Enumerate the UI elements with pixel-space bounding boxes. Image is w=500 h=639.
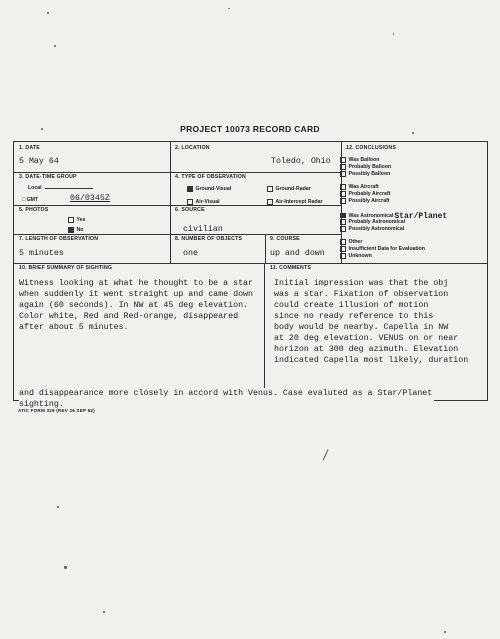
checkbox-unchecked	[340, 226, 346, 232]
form-number: ATIC FORM 329 (REV 26 SEP 52)	[18, 408, 95, 413]
column-divider	[265, 234, 266, 263]
record-card	[13, 141, 488, 409]
scan-speck	[103, 611, 105, 613]
checkbox-unchecked	[68, 217, 74, 223]
brief-summary-label: 10. BRIEF SUMMARY OF SIGHTING	[19, 265, 113, 271]
date-value: 5 May 64	[19, 157, 59, 166]
checkbox-unchecked	[340, 253, 346, 259]
photos-no-label: No	[76, 227, 84, 234]
checkbox-unchecked	[340, 198, 346, 204]
obs-air-visual-label: Air-Visual	[195, 199, 220, 206]
photos-no	[68, 227, 83, 233]
row-divider	[14, 263, 487, 264]
card-title: PROJECT 10073 RECORD CARD	[180, 124, 320, 134]
comments-label: 11. COMMENTS	[270, 265, 312, 271]
conclusion-item	[340, 184, 379, 190]
conclusion-unknown: Unknown	[348, 253, 372, 260]
date-time-group-label: 3. DATE-TIME GROUP	[19, 174, 77, 180]
source-value: civilian	[183, 225, 223, 234]
conclusion-item	[340, 226, 404, 232]
gmt-label-text: GMT	[26, 197, 39, 203]
conclusion-item	[340, 219, 405, 225]
conclusion-item	[340, 157, 379, 163]
checkbox-unchecked	[187, 199, 193, 205]
checkbox-unchecked	[340, 239, 346, 245]
conclusion-possibly-aircraft: Possibly Aircraft	[348, 198, 390, 205]
conclusion-item	[340, 171, 390, 177]
location-label: 2. LOCATION	[175, 145, 210, 151]
scan-speck	[323, 449, 329, 460]
observation-type-label: 4. TYPE OF OBSERVATION	[175, 174, 246, 180]
length-of-observation-value: 5 minutes	[19, 249, 64, 258]
conclusions-label: 12. CONCLUSIONS	[346, 145, 396, 151]
checkbox-checked	[340, 213, 346, 219]
checkbox-unchecked	[267, 199, 273, 205]
checkbox-unchecked	[340, 191, 346, 197]
obs-ground-visual	[187, 186, 231, 192]
checkbox-checked	[187, 186, 193, 192]
checkbox-checked	[68, 227, 74, 233]
scan-speck	[393, 33, 394, 35]
source-label: 6. SOURCE	[175, 207, 205, 213]
checkbox-unchecked	[340, 184, 346, 190]
brief-summary-text: Witness looking at what he thought to be a star when suddenly it went straight up and came down again (60 seconds). In NW at 45 deg elevation. Color white, Red and Red-orange, disappeared after about 5 minutes.	[19, 279, 254, 332]
gmt-value: 06/0345Z	[70, 194, 110, 203]
scan-speck	[57, 506, 59, 508]
obs-ground-visual-label: Ground-Visual	[195, 186, 232, 193]
conclusion-was-astronomical: Was Astronomical	[348, 213, 394, 219]
scan-speck	[47, 12, 49, 14]
gmt-label	[22, 198, 38, 203]
row-divider	[14, 172, 341, 173]
length-of-observation-label: 7. LENGTH OF OBSERVATION	[19, 236, 99, 242]
checkbox-unchecked	[340, 219, 346, 225]
column-divider	[170, 142, 171, 263]
scan-speck	[54, 45, 56, 47]
column-divider	[264, 263, 265, 400]
gmt-box: □	[22, 197, 26, 203]
photos-yes-label: Yes	[76, 217, 86, 224]
row-divider	[14, 234, 341, 235]
obs-ground-radar-label: Ground-Radar	[275, 186, 311, 193]
conclusion-was-aircraft: Was Aircraft	[348, 184, 379, 191]
local-time-blank	[45, 188, 93, 189]
location-value: Toledo, Ohio	[271, 157, 331, 166]
conclusion-item	[340, 239, 362, 245]
obs-ground-radar	[267, 186, 311, 192]
conclusion-item	[340, 253, 372, 259]
scan-speck	[444, 631, 446, 633]
checkbox-unchecked	[267, 186, 273, 192]
conclusion-probably-balloon: Probably Balloon	[348, 164, 392, 171]
conclusion-other: Other	[348, 239, 363, 246]
obs-air-visual	[187, 199, 220, 205]
local-time-label-text: Local	[28, 185, 42, 191]
comments-text: Initial impression was that the obj was a star. Fixation of observation could create illusion of motion since no ready reference to this body would be nearby. Capella in NW at 20 deg elevation. VENUS on or near horizon at 300 deg azimuth. Elevation indicated Capella most likely, duration	[274, 279, 469, 365]
date-label: 1. DATE	[19, 145, 40, 151]
conclusion-insufficient-data: Insufficient Data for Evaluation	[348, 246, 425, 253]
conclusion-probably-astronomical: Probably Astronomical	[348, 219, 406, 226]
number-of-objects-value: one	[183, 249, 198, 258]
checkbox-unchecked	[340, 157, 346, 163]
checkbox-unchecked	[340, 164, 346, 170]
checkbox-unchecked	[340, 246, 346, 252]
conclusion-item	[340, 246, 425, 252]
conclusion-probably-aircraft: Probably Aircraft	[348, 191, 391, 198]
checkbox-unchecked	[340, 171, 346, 177]
summary-continuation-text: and disappearance more closely in accord with Venus. Case evaluted as a Star/Planet sighting.	[19, 389, 433, 409]
obs-air-intercept-radar	[267, 199, 323, 205]
conclusion-annotation: Star/Planet	[394, 212, 448, 221]
conclusion-item	[340, 164, 391, 170]
conclusion-item	[340, 191, 390, 197]
local-time-label	[28, 186, 93, 191]
conclusion-possibly-balloon: Possibly Balloon	[348, 171, 391, 178]
conclusion-item	[340, 198, 390, 204]
course-label: 9. COURSE	[270, 236, 300, 242]
number-of-objects-label: 8. NUMBER OF OBJECTS	[175, 236, 243, 242]
photos-yes	[68, 217, 85, 223]
conclusion-was-balloon: Was Balloon	[348, 157, 380, 164]
scan-speck	[64, 566, 67, 569]
scan-speck	[228, 8, 230, 9]
photos-label: 5. PHOTOS	[19, 207, 49, 213]
course-value: up and down	[270, 249, 325, 258]
obs-air-intercept-radar-label: Air-Intercept Radar	[275, 199, 323, 206]
conclusion-possibly-astronomical: Possibly Astronomical	[348, 226, 405, 233]
